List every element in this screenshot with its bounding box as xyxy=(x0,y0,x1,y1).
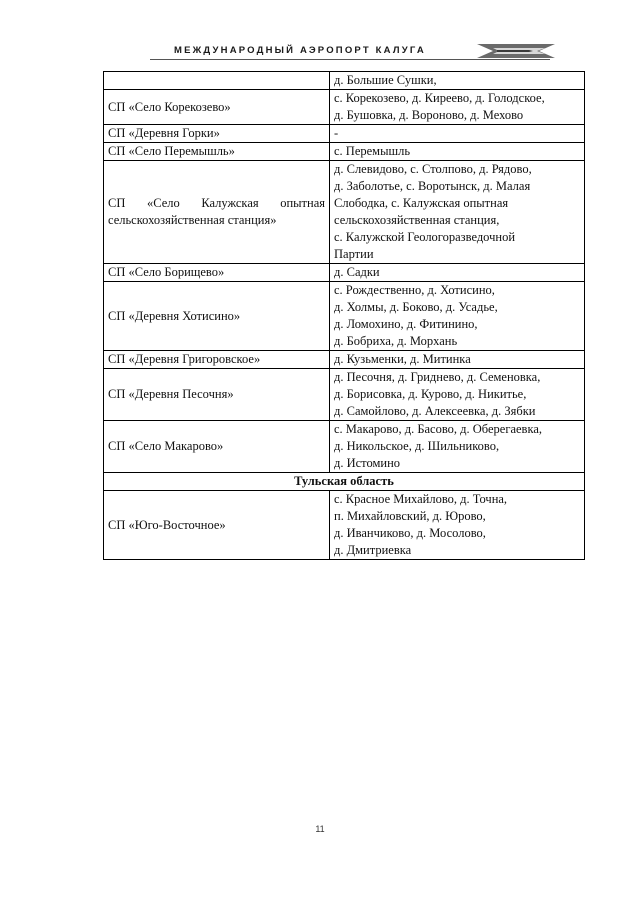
locality-line: с. Перемышль xyxy=(334,144,411,158)
page-number: 11 xyxy=(315,824,325,834)
localities-cell xyxy=(330,125,585,143)
settlement-cell: СП «Село Макарово» xyxy=(104,421,330,473)
table-row xyxy=(104,90,585,125)
locality-line: д. Бушовка, д. Вороново, д. Мехово xyxy=(334,108,524,122)
locality-line: - xyxy=(334,126,339,140)
locality-line: д. Большие Сушки, xyxy=(334,73,437,87)
locality-line: с. Калужской Геологоразведочной xyxy=(334,230,516,244)
locality-line: Партии xyxy=(334,247,374,261)
locality-line: д. Самойлово, д. Алексеевка, д. Зябки xyxy=(334,404,536,418)
table-row xyxy=(104,491,585,560)
localities-cell xyxy=(330,369,585,421)
settlement-cell: СП «Село Перемышль» xyxy=(104,143,330,161)
settlement-cell: СП «Деревня Горки» xyxy=(104,125,330,143)
localities-cell xyxy=(330,421,585,473)
locality-line: п. Михайловский, д. Юрово, xyxy=(334,509,486,523)
locality-line: д. Ломохино, д. Фитинино, xyxy=(334,317,478,331)
locality-line: д. Песочня, д. Гриднево, д. Семеновка, xyxy=(334,370,541,384)
table-row xyxy=(104,351,585,369)
locality-line: д. Холмы, д. Боково, д. Усадье, xyxy=(334,300,498,314)
settlement-cell: СП «Село Корекозево» xyxy=(104,90,330,125)
locality-line: Слободка, с. Калужская опытная xyxy=(334,196,509,210)
localities-cell xyxy=(330,282,585,351)
locality-line: сельскохозяйственная станция, xyxy=(334,213,500,227)
table-row xyxy=(104,161,585,264)
table-row xyxy=(104,143,585,161)
locality-line: д. Кузьменки, д. Митинка xyxy=(334,352,471,366)
localities-cell xyxy=(330,491,585,560)
settlement-cell: СП «Деревня Хотисино» xyxy=(104,282,330,351)
settlement-cell: СП «Село Калужская опытная сельскохозяйственная станция» xyxy=(104,161,330,264)
settlement-cell: СП «Деревня Песочня» xyxy=(104,369,330,421)
localities-cell xyxy=(330,264,585,282)
settlement-cell: СП «Юго-Восточное» xyxy=(104,491,330,560)
table-row xyxy=(104,282,585,351)
settlement-cell: СП «Село Борищево» xyxy=(104,264,330,282)
locality-line: с. Корекозево, д. Киреево, д. Голодское, xyxy=(334,91,545,105)
locality-line: д. Заболотье, с. Воротынск, д. Малая xyxy=(334,179,531,193)
locality-line: д. Садки xyxy=(334,265,380,279)
locality-line: д. Борисовка, д. Курово, д. Никитье, xyxy=(334,387,527,401)
localities-cell xyxy=(330,143,585,161)
locality-line: д. Слевидово, с. Столпово, д. Рядово, xyxy=(334,162,532,176)
settlement-cell: СП «Деревня Григоровское» xyxy=(104,351,330,369)
locality-line: д. Истомино xyxy=(334,456,401,470)
table-row xyxy=(104,369,585,421)
locality-line: д. Дмитриевка xyxy=(334,543,412,557)
table-row xyxy=(104,125,585,143)
region-heading: Тульская область xyxy=(104,473,585,491)
table-row xyxy=(104,72,585,90)
header-divider xyxy=(150,59,550,60)
table-row xyxy=(104,264,585,282)
settlements-table xyxy=(103,71,585,560)
locality-line: д. Никольское, д. Шильниково, xyxy=(334,439,500,453)
settlement-cell xyxy=(104,72,330,90)
localities-cell xyxy=(330,90,585,125)
locality-line: с. Рождественно, д. Хотисино, xyxy=(334,283,495,297)
table-row xyxy=(104,421,585,473)
localities-cell xyxy=(330,351,585,369)
localities-cell xyxy=(330,72,585,90)
locality-line: с. Красное Михайлово, д. Точна, xyxy=(334,492,508,506)
locality-line: д. Бобриха, д. Морхань xyxy=(334,334,458,348)
region-row xyxy=(104,473,585,491)
header-title: МЕЖДУНАРОДНЫЙ АЭРОПОРТ КАЛУГА xyxy=(174,45,426,56)
locality-line: с. Макарово, д. Басово, д. Оберегаевка, xyxy=(334,422,543,436)
locality-line: д. Иванчиково, д. Мосолово, xyxy=(334,526,486,540)
localities-cell xyxy=(330,161,585,264)
